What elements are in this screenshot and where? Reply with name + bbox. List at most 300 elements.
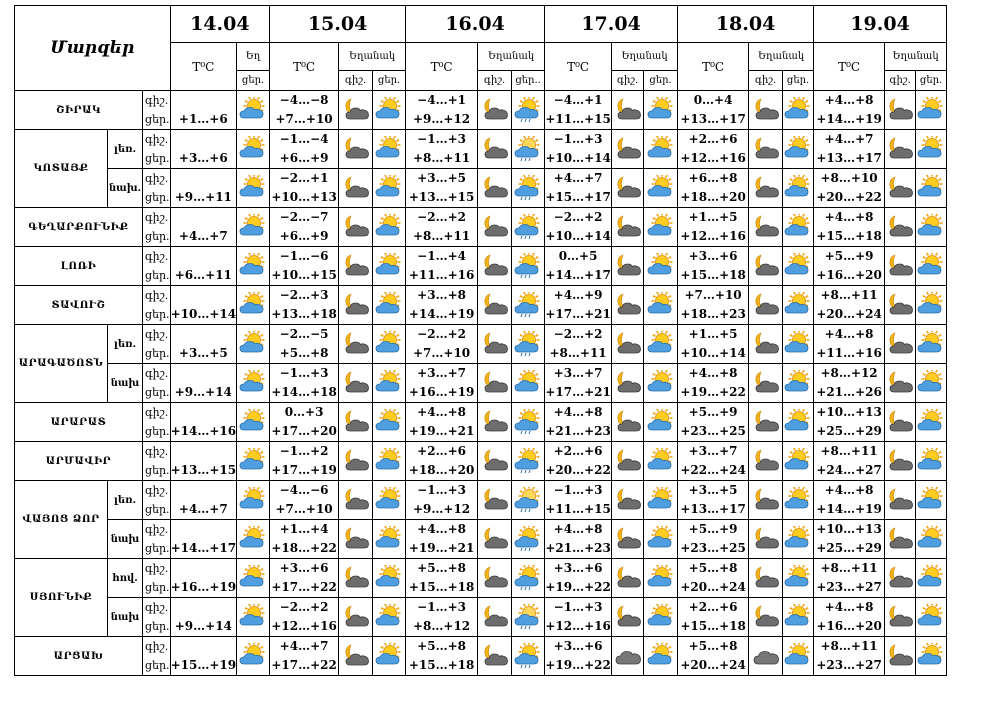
night-temp: +8…+11 — [820, 561, 878, 575]
moon-cloud-icon — [342, 565, 370, 591]
temperature-cell — [545, 169, 612, 208]
weather-icon-cell — [644, 91, 678, 130]
weather-icon-cell — [749, 91, 783, 130]
night-label: գիշ. — [145, 640, 169, 653]
sun-cloud-icon — [647, 487, 675, 513]
night-temp: +5…+9 — [824, 249, 874, 263]
day-temp: +19…+22 — [545, 658, 611, 672]
weather-icon-cell — [478, 520, 512, 559]
day-temp: +14…+19 — [816, 112, 882, 126]
day-temp: +14…+18 — [271, 385, 337, 399]
moon-cloud-icon — [342, 409, 370, 435]
temperature-cell — [814, 91, 885, 130]
sun-cloud-icon — [375, 331, 403, 357]
weather-icon-cell — [916, 325, 947, 364]
sun-cloud-icon — [239, 643, 267, 669]
sun-cloud-icon — [784, 409, 812, 435]
day-temp: +1…+6 — [178, 112, 228, 126]
weather-icon-cell — [644, 364, 678, 403]
weather-icon-cell — [612, 520, 644, 559]
forecast-row — [15, 637, 947, 676]
night-temp: −1…+3 — [417, 600, 466, 614]
moon-cloud-icon — [752, 604, 780, 630]
day-temp: +12…+16 — [271, 619, 337, 633]
temperature-cell — [678, 169, 749, 208]
temperature-cell — [545, 442, 612, 481]
weather-icon-cell — [512, 364, 545, 403]
sun-cloud-icon — [375, 253, 403, 279]
night-temp: +3…+7 — [688, 444, 738, 458]
weather-icon-cell — [916, 481, 947, 520]
day-temp: +10…+15 — [271, 268, 337, 282]
day-temp: +7…+10 — [412, 346, 471, 360]
time-labels — [143, 442, 171, 481]
weather-icon-cell — [339, 286, 373, 325]
night-temp: −1…+3 — [553, 600, 603, 614]
sun-cloud-icon — [647, 175, 675, 201]
sun-cloud-icon — [784, 331, 812, 357]
temperature-cell — [814, 169, 885, 208]
night-header: գիշ. — [478, 71, 512, 91]
temperature-cell — [678, 403, 749, 442]
day-temp: +11…+15 — [545, 502, 611, 516]
time-labels — [143, 637, 171, 676]
day-label: ցեր. — [145, 425, 170, 438]
sun-cloud-icon — [784, 370, 812, 396]
night-temp: +4…+7 — [279, 639, 329, 653]
weather-icon-cell — [512, 403, 545, 442]
night-label: գիշ. — [145, 445, 169, 458]
night-temp: +4…+8 — [553, 405, 603, 419]
weather-icon-cell — [373, 247, 406, 286]
night-temp: +5…+9 — [688, 405, 738, 419]
night-temp: +4…+8 — [417, 405, 466, 419]
sun-cloud-icon — [784, 136, 812, 162]
moon-cloud-icon — [752, 370, 780, 396]
night-temp — [171, 325, 237, 344]
time-labels — [143, 520, 171, 559]
night-temp: −1…+3 — [553, 132, 603, 146]
moon-cloud-icon — [614, 97, 642, 123]
weather-icon-cell — [237, 403, 270, 442]
temperature-cell — [170, 169, 237, 208]
weather-icon-cell — [339, 130, 373, 169]
weather-icon-cell — [237, 286, 270, 325]
day-temp: +20…+24 — [680, 580, 746, 594]
day-temp: +12…+16 — [680, 229, 746, 243]
temperature-cell — [814, 637, 885, 676]
day-label: ցեր. — [145, 581, 170, 594]
weather-icon-cell — [644, 442, 678, 481]
forecast-row — [15, 247, 947, 286]
moon-cloud-icon — [342, 448, 370, 474]
night-temp: +1…+5 — [688, 327, 738, 341]
sun-cloud-icon — [784, 175, 812, 201]
day-temp: +16…+19 — [408, 385, 475, 399]
night-temp: +4…+7 — [553, 171, 603, 185]
weather-icon-cell — [478, 637, 512, 676]
region-name: ՍՅՈՒՆԻՔ — [15, 559, 108, 637]
day-temp: +8…+12 — [412, 619, 471, 633]
cloud-icon — [752, 643, 780, 669]
sun-cloud-icon — [375, 370, 403, 396]
moon-cloud-icon — [614, 253, 642, 279]
region-name: ԼՈՌԻ — [15, 247, 143, 286]
weather-icon-cell — [339, 325, 373, 364]
day-temp: +13…+15 — [170, 463, 237, 477]
weather-icon-cell — [885, 559, 916, 598]
temperature-cell — [545, 364, 612, 403]
temperature-cell — [406, 247, 478, 286]
sun-cloud-icon — [784, 214, 812, 240]
temp-header: T⁰C — [270, 43, 339, 91]
moon-cloud-icon — [481, 526, 509, 552]
moon-cloud-icon — [886, 292, 914, 318]
weather-icon-cell — [373, 559, 406, 598]
weather-icon-cell — [885, 481, 916, 520]
temperature-cell — [270, 637, 339, 676]
sun-cloud-icon — [917, 565, 945, 591]
day-temp: +25…+29 — [816, 424, 882, 438]
moon-cloud-icon — [614, 448, 642, 474]
weather-icon-cell — [885, 169, 916, 208]
day-temp: +15…+18 — [408, 580, 475, 594]
day-temp: +19…+22 — [545, 580, 611, 594]
date-header: 14.04 — [170, 6, 270, 43]
night-temp: 0…+3 — [284, 405, 324, 419]
moon-cloud-icon — [614, 370, 642, 396]
day-temp: +10…+14 — [170, 307, 237, 321]
temperature-cell — [270, 442, 339, 481]
weather-icon-cell — [749, 325, 783, 364]
weather-icon-cell — [749, 520, 783, 559]
forecast-table — [14, 5, 947, 676]
weather-icon-cell — [783, 598, 814, 637]
sun-cloud-icon — [375, 136, 403, 162]
moon-cloud-icon — [481, 214, 509, 240]
weather-icon-cell — [885, 130, 916, 169]
night-temp: +3…+5 — [417, 171, 466, 185]
temperature-cell — [170, 91, 237, 130]
night-temp: +5…+8 — [688, 561, 738, 575]
weather-icon-cell — [612, 208, 644, 247]
sun-cloud-icon — [784, 604, 812, 630]
temperature-cell — [545, 286, 612, 325]
time-labels — [143, 559, 171, 598]
weather-icon-cell — [339, 169, 373, 208]
sun-cloud-rain-icon — [514, 409, 542, 435]
temperature-cell — [545, 325, 612, 364]
sun-cloud-icon — [647, 292, 675, 318]
cloud-icon — [614, 643, 642, 669]
night-label: գիշ. — [145, 328, 169, 341]
weather-icon-cell — [512, 559, 545, 598]
night-temp: −1…−4 — [279, 132, 329, 146]
weather-icon-cell — [644, 637, 678, 676]
night-temp: +8…+11 — [820, 288, 878, 302]
weather-icon-cell — [783, 169, 814, 208]
temperature-cell — [270, 325, 339, 364]
weather-icon-cell — [373, 169, 406, 208]
day-temp: +13…+17 — [680, 112, 746, 126]
sun-cloud-icon — [375, 175, 403, 201]
night-temp: −2…+2 — [553, 210, 603, 224]
sun-cloud-rain-icon — [514, 292, 542, 318]
weather-icon-cell — [885, 598, 916, 637]
moon-cloud-icon — [614, 487, 642, 513]
weather-icon-cell — [339, 481, 373, 520]
moon-cloud-icon — [481, 409, 509, 435]
sun-cloud-icon — [784, 487, 812, 513]
weather-icon-cell — [237, 598, 270, 637]
forecast-row — [15, 442, 947, 481]
weather-icon-cell — [373, 286, 406, 325]
night-temp: −2…−7 — [279, 210, 329, 224]
temperature-cell — [170, 286, 237, 325]
night-temp: +5…+9 — [688, 522, 738, 536]
subregion-label: նախ. — [108, 169, 143, 208]
weather-icon-cell — [916, 559, 947, 598]
temperature-cell — [545, 403, 612, 442]
night-label: գիշ. — [145, 250, 169, 263]
weather-icon-cell — [916, 403, 947, 442]
temperature-cell — [814, 442, 885, 481]
sun-cloud-icon — [239, 565, 267, 591]
temperature-cell — [678, 286, 749, 325]
temperature-cell — [270, 598, 339, 637]
moon-cloud-icon — [752, 565, 780, 591]
temperature-cell — [678, 325, 749, 364]
temperature-cell — [170, 442, 237, 481]
weather-icon-cell — [512, 520, 545, 559]
weather-icon-cell — [237, 364, 270, 403]
moon-cloud-icon — [342, 136, 370, 162]
temperature-cell — [814, 325, 885, 364]
temperature-cell — [270, 286, 339, 325]
weather-icon-cell — [612, 403, 644, 442]
temperature-cell — [545, 130, 612, 169]
temperature-cell — [678, 442, 749, 481]
weather-icon-cell — [339, 208, 373, 247]
temperature-cell — [678, 364, 749, 403]
night-temp — [171, 91, 237, 110]
weather-header: Եղանակ — [885, 43, 947, 71]
forecast-row — [15, 325, 947, 364]
weather-icon-cell — [237, 481, 270, 520]
sun-cloud-icon — [917, 409, 945, 435]
moon-cloud-icon — [886, 136, 914, 162]
weather-icon-cell — [478, 247, 512, 286]
weather-icon-cell — [783, 208, 814, 247]
weather-icon-cell — [916, 169, 947, 208]
temperature-cell — [406, 559, 478, 598]
sun-cloud-icon — [917, 448, 945, 474]
temperature-cell — [170, 637, 237, 676]
weather-icon-cell — [478, 364, 512, 403]
sun-cloud-icon — [375, 292, 403, 318]
moon-cloud-icon — [342, 292, 370, 318]
moon-cloud-icon — [886, 604, 914, 630]
day-temp: +16…+20 — [816, 268, 882, 282]
region-name: ԱՐՄԱՎԻՐ — [15, 442, 143, 481]
weather-icon-cell — [916, 637, 947, 676]
sun-cloud-icon — [647, 214, 675, 240]
weather-icon-cell — [783, 130, 814, 169]
night-header: գիշ. — [749, 71, 783, 91]
weather-icon-cell — [916, 520, 947, 559]
weather-icon-cell — [237, 169, 270, 208]
day-temp: +14…+17 — [170, 541, 237, 555]
weather-icon-cell — [916, 286, 947, 325]
weather-icon-cell — [237, 208, 270, 247]
day-temp: +17…+21 — [545, 307, 611, 321]
weather-icon-cell — [783, 559, 814, 598]
sun-cloud-icon — [375, 214, 403, 240]
weather-icon-cell — [612, 286, 644, 325]
cloud-rain-icon — [514, 604, 542, 630]
weather-icon-cell — [237, 520, 270, 559]
night-temp: +2…+6 — [688, 132, 738, 146]
night-temp: −4…−6 — [279, 483, 329, 497]
day-temp: +17…+22 — [271, 658, 337, 672]
date-header: 16.04 — [406, 6, 545, 43]
temp-header: T⁰C — [406, 43, 478, 91]
weather-icon-cell — [885, 520, 916, 559]
temperature-cell — [406, 442, 478, 481]
subregion-label: նախ — [108, 364, 143, 403]
night-temp: +10…+13 — [816, 405, 882, 419]
night-temp: −1…−6 — [279, 249, 329, 263]
day-temp: +15…+17 — [545, 190, 611, 204]
sun-cloud-icon — [917, 214, 945, 240]
night-temp: +3…+6 — [553, 639, 603, 653]
moon-cloud-icon — [752, 253, 780, 279]
weather-icon-cell — [373, 130, 406, 169]
temp-header: T⁰C — [814, 43, 885, 91]
forecast-row — [15, 91, 947, 130]
night-temp: +5…+8 — [417, 561, 466, 575]
forecast-row — [15, 169, 947, 208]
weather-icon-cell — [644, 403, 678, 442]
weather-icon-cell — [916, 442, 947, 481]
night-temp: +4…+8 — [688, 366, 738, 380]
night-temp: +4…+8 — [824, 600, 874, 614]
weather-icon-cell — [612, 130, 644, 169]
sun-cloud-icon — [239, 448, 267, 474]
sun-cloud-rain-icon — [514, 97, 542, 123]
day-temp: +10…+13 — [271, 190, 337, 204]
sun-cloud-icon — [239, 409, 267, 435]
moon-cloud-icon — [752, 409, 780, 435]
weather-icon-cell — [916, 208, 947, 247]
day-temp: +4…+7 — [178, 502, 228, 516]
day-temp: +24…+27 — [816, 463, 882, 477]
sun-cloud-icon — [647, 97, 675, 123]
day-temp: +16…+19 — [170, 580, 237, 594]
temperature-cell — [270, 91, 339, 130]
night-temp — [171, 208, 237, 227]
temperature-cell — [545, 247, 612, 286]
day-temp: +7…+10 — [275, 502, 333, 516]
weather-icon-cell — [237, 247, 270, 286]
weather-icon-cell — [612, 247, 644, 286]
moon-cloud-icon — [886, 253, 914, 279]
night-temp: −1…+3 — [417, 483, 466, 497]
weather-icon-cell — [885, 325, 916, 364]
night-temp: +7…+10 — [684, 288, 742, 302]
temperature-cell — [270, 481, 339, 520]
weather-icon-cell — [373, 91, 406, 130]
sun-cloud-rain-icon — [514, 253, 542, 279]
weather-icon-cell — [373, 364, 406, 403]
weather-icon-cell — [783, 286, 814, 325]
weather-icon-cell — [512, 481, 545, 520]
time-labels — [143, 208, 171, 247]
weather-header: Եղանակ — [478, 43, 545, 71]
day-temp: +13…+17 — [680, 502, 746, 516]
day-temp: +22…+24 — [680, 463, 746, 477]
moon-cloud-icon — [342, 604, 370, 630]
night-temp: −2…+2 — [417, 210, 466, 224]
sun-cloud-icon — [917, 97, 945, 123]
weather-icon-cell — [339, 247, 373, 286]
temperature-cell — [545, 481, 612, 520]
weather-icon-cell — [749, 208, 783, 247]
time-labels — [143, 403, 171, 442]
night-label: գիշ. — [145, 211, 169, 224]
temperature-cell — [814, 559, 885, 598]
weather-icon-cell — [749, 403, 783, 442]
day-header: ցեր. — [237, 71, 270, 91]
temperature-cell — [270, 130, 339, 169]
night-label: գիշ. — [145, 406, 169, 419]
sun-cloud-icon — [375, 409, 403, 435]
region-name: ԳԵՂԱՐՔՈՒՆԻՔ — [15, 208, 143, 247]
temperature-cell — [545, 598, 612, 637]
weather-icon-cell — [644, 325, 678, 364]
weather-icon-cell — [885, 403, 916, 442]
weather-icon-cell — [373, 325, 406, 364]
weather-icon-cell — [749, 130, 783, 169]
temperature-cell — [678, 130, 749, 169]
moon-cloud-icon — [614, 565, 642, 591]
weather-icon-cell — [512, 325, 545, 364]
sun-cloud-icon — [917, 604, 945, 630]
weather-header: Եղանակ — [612, 43, 678, 71]
night-temp: +4…+8 — [824, 210, 874, 224]
moon-cloud-icon — [342, 487, 370, 513]
temperature-cell — [406, 325, 478, 364]
weather-icon-cell — [237, 130, 270, 169]
night-temp: 0…+4 — [693, 93, 733, 107]
forecast-row — [15, 598, 947, 637]
moon-cloud-icon — [342, 643, 370, 669]
temperature-cell — [814, 403, 885, 442]
moon-cloud-icon — [886, 526, 914, 552]
weather-icon-cell — [783, 364, 814, 403]
weather-icon-cell — [916, 598, 947, 637]
weather-icon-cell — [339, 364, 373, 403]
day-header: ցեր.. — [512, 71, 545, 91]
day-label: ցեր. — [145, 152, 170, 165]
day-temp: +14…+16 — [170, 424, 237, 438]
weather-icon-cell — [612, 559, 644, 598]
weather-icon-cell — [783, 325, 814, 364]
time-labels — [143, 169, 171, 208]
temperature-cell — [406, 286, 478, 325]
sun-cloud-icon — [375, 97, 403, 123]
night-temp: −1…+3 — [279, 366, 329, 380]
